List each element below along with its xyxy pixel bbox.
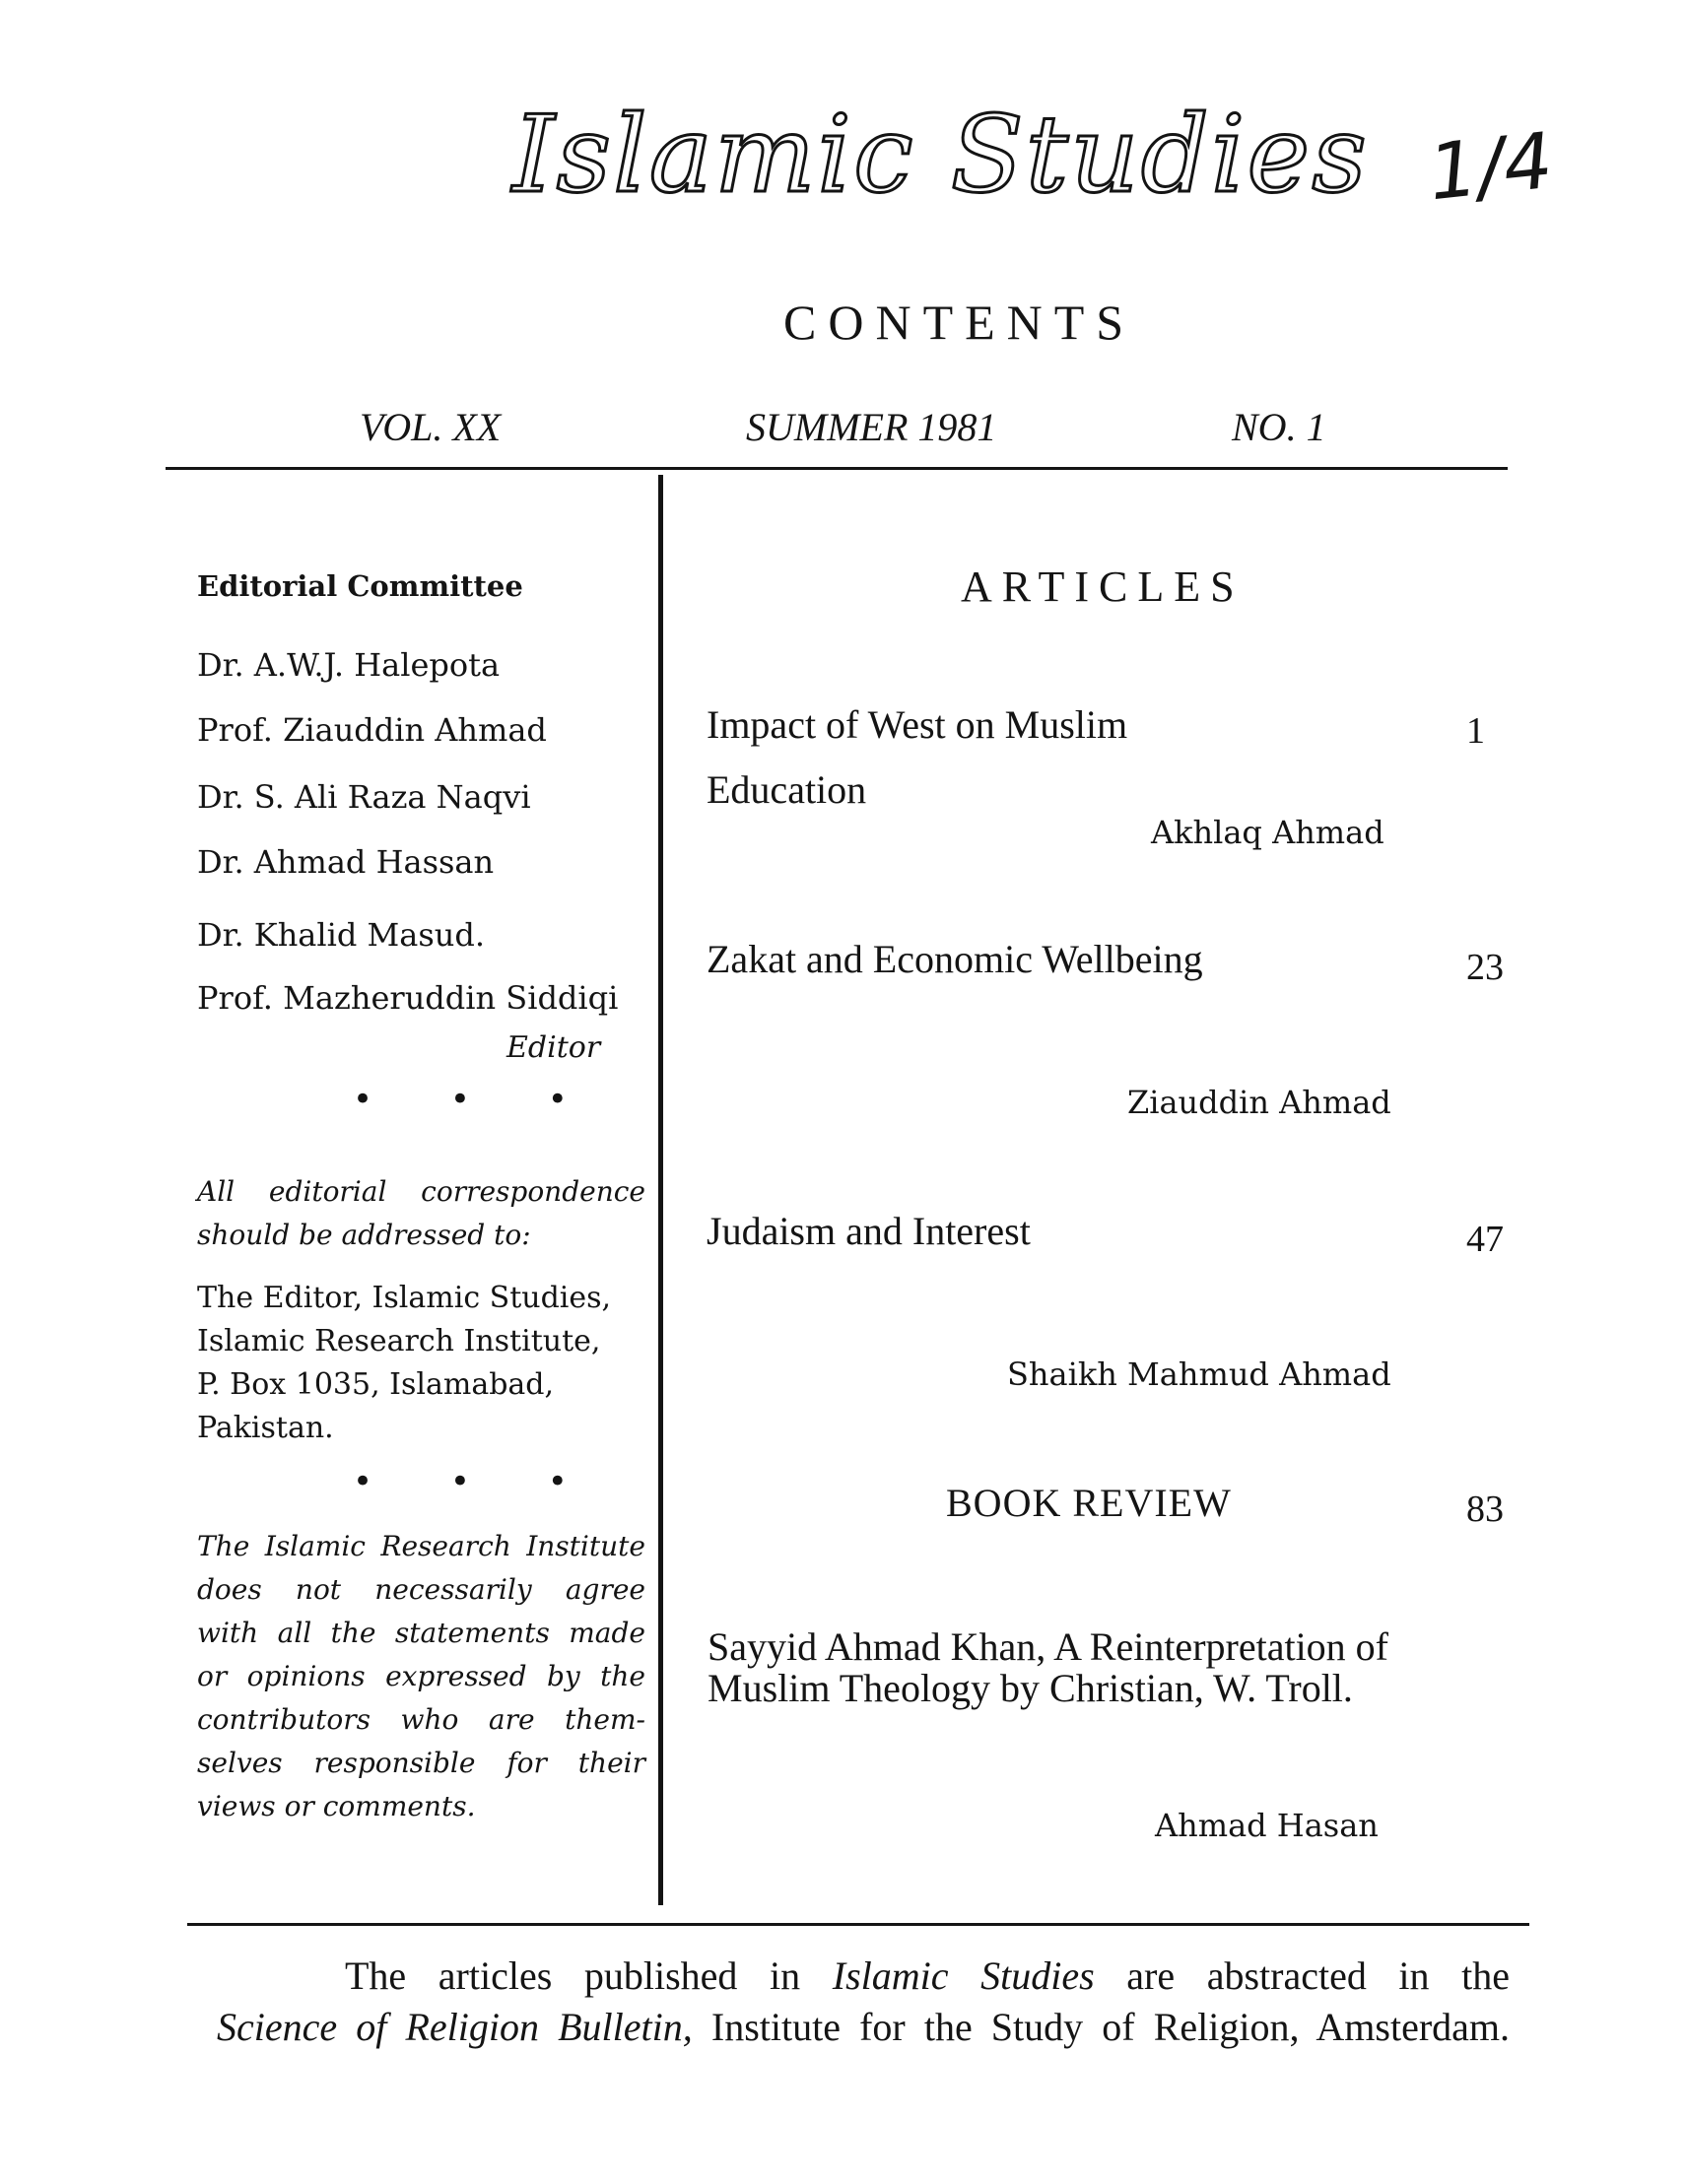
header-rule bbox=[166, 467, 1508, 470]
disclaimer-line: selves responsible for their bbox=[197, 1747, 645, 1779]
book-review-heading: BOOK REVIEW bbox=[946, 1481, 1232, 1525]
editor-role: Editor bbox=[506, 1030, 601, 1065]
footer-text: are abstracted in the bbox=[1126, 1953, 1511, 1998]
articles-heading: ARTICLES bbox=[961, 563, 1245, 611]
abstracting-note bbox=[217, 1951, 1510, 2053]
issue-volume: VOL. XX bbox=[360, 405, 502, 449]
article-page-number: 23 bbox=[1466, 947, 1504, 988]
article-title: Education bbox=[707, 767, 867, 812]
disclaimer-line: contributors who are them- bbox=[197, 1703, 645, 1736]
committee-member: Prof. Mazheruddin Siddiqi bbox=[197, 979, 619, 1017]
committee-member: Dr. Khalid Masud. bbox=[197, 916, 486, 954]
disclaimer-line: does not necessarily agree bbox=[197, 1573, 645, 1606]
committee-member: Dr. A.W.J. Halepota bbox=[197, 646, 501, 684]
book-review-title: Muslim Theology by Christian, W. Troll. bbox=[708, 1666, 1353, 1710]
handwritten-note: 1/4 bbox=[1424, 116, 1557, 219]
committee-member: Dr. Ahmad Hassan bbox=[197, 843, 495, 881]
editorial-committee-heading: Editorial Committee bbox=[197, 569, 523, 603]
address-line: Islamic Research Institute, bbox=[197, 1324, 601, 1358]
correspondence-line: should be addressed to: bbox=[197, 1219, 531, 1251]
editor-address bbox=[197, 1277, 631, 1450]
issue-season: SUMMER 1981 bbox=[746, 405, 997, 449]
article-author: Ziauddin Ahmad bbox=[1127, 1084, 1391, 1121]
footer-text: Institute for the Study of Religion, Amsterdam. bbox=[710, 2005, 1511, 2049]
committee-member: Prof. Ziauddin Ahmad bbox=[197, 711, 547, 749]
contents-heading: CONTENTS bbox=[783, 295, 1136, 350]
article-title: Judaism and Interest bbox=[707, 1209, 1031, 1253]
separator-bullets: • • • bbox=[353, 1080, 601, 1119]
article-author: Shaikh Mahmud Ahmad bbox=[1007, 1356, 1391, 1393]
footer-line-1 bbox=[217, 1951, 1510, 2002]
issue-number: NO. 1 bbox=[1232, 405, 1326, 449]
disclaimer-line: views or comments. bbox=[197, 1790, 476, 1822]
disclaimer-note bbox=[197, 1525, 645, 1828]
committee-member: Dr. S. Ali Raza Naqvi bbox=[197, 778, 531, 816]
article-page-number: 47 bbox=[1466, 1219, 1504, 1260]
article-title: Impact of West on Muslim bbox=[707, 702, 1128, 747]
article-author: Akhlaq Ahmad bbox=[1151, 814, 1384, 851]
book-review-page-number: 83 bbox=[1466, 1489, 1504, 1530]
address-line: P. Box 1035, Islamabad, bbox=[197, 1367, 555, 1402]
journal-masthead: Islamic Studies bbox=[512, 94, 1369, 217]
column-divider bbox=[658, 475, 663, 1905]
correspondence-note bbox=[197, 1170, 645, 1257]
separator-bullets: • • • bbox=[353, 1462, 601, 1501]
footer-rule bbox=[187, 1923, 1529, 1926]
disclaimer-line: with all the statements made bbox=[197, 1617, 645, 1649]
disclaimer-line: or opinions expressed by the bbox=[197, 1660, 645, 1692]
book-review-title: Sayyid Ahmad Khan, A Reinterpretation of bbox=[708, 1624, 1388, 1669]
article-title: Zakat and Economic Wellbeing bbox=[707, 937, 1203, 981]
footer-line-2 bbox=[217, 2002, 1510, 2053]
footer-journal-name: Islamic Studies bbox=[832, 1953, 1095, 1998]
article-page-number: 1 bbox=[1466, 710, 1485, 752]
footer-bulletin-name: Science of Religion Bulletin, bbox=[217, 2005, 693, 2049]
correspondence-line: All editorial correspondence bbox=[197, 1175, 645, 1208]
disclaimer-line: The Islamic Research Institute bbox=[197, 1530, 645, 1562]
address-line: Pakistan. bbox=[197, 1411, 334, 1445]
book-review-author: Ahmad Hasan bbox=[1155, 1807, 1379, 1844]
address-line: The Editor, Islamic Studies, bbox=[197, 1281, 612, 1315]
footer-text: The articles published in bbox=[345, 1953, 801, 1998]
